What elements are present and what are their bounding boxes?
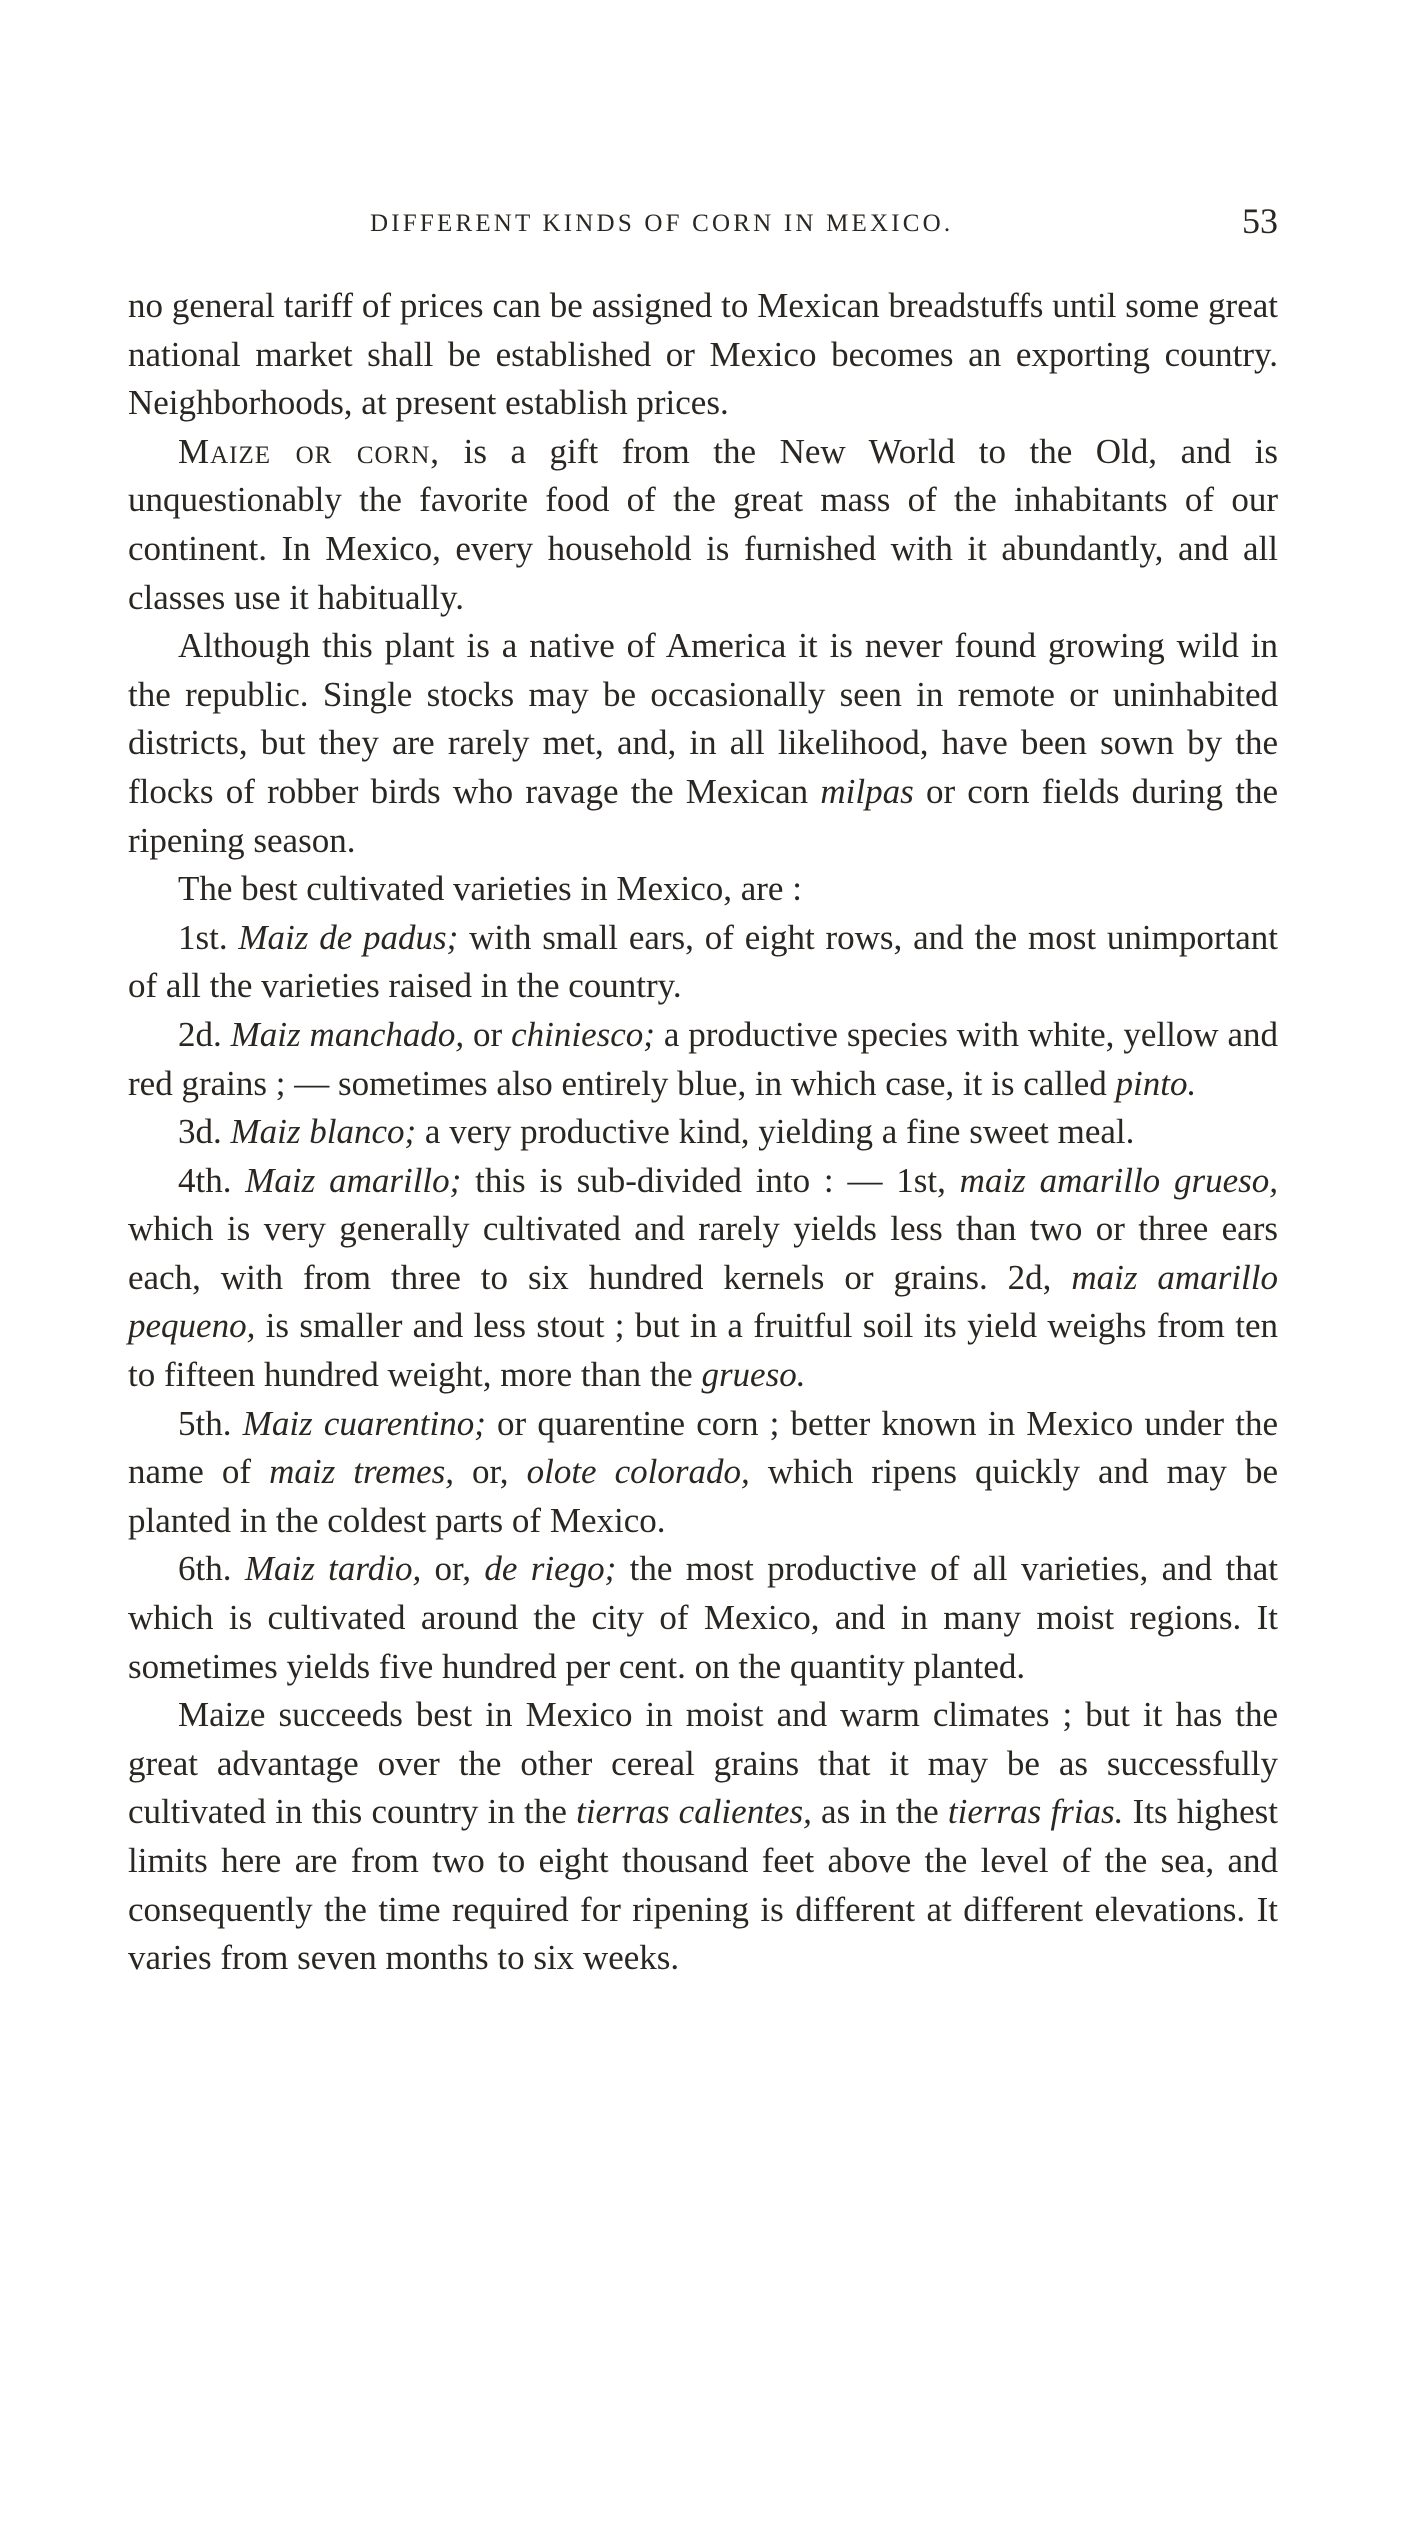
paragraph-text: Its highest limits here are from two to eight thousand feet above the level of the sea, and consequently the time required for ripening is different at different elevations. It varies from seven months to six weeks. <box>128 1792 1279 1978</box>
italic-term: grueso. <box>701 1355 806 1395</box>
italic-term: maiz amarillo pequeno, <box>128 1257 1278 1346</box>
running-head <box>128 200 1278 248</box>
italic-term: Maiz de padus; <box>238 917 459 957</box>
paragraph-text: Although this plant is a native of America it is never found growing wild in the republic. Single stocks may be occasionally seen in remote or uninhabited districts, but they are rarely met, and, in all likelihood, have been sown by the flocks of robber birds who ravage the Mexican <box>128 626 1278 811</box>
paragraph-text: is a gift from the New World to the Old, and is unquestionably the favorite food of the great mass of the inhabitants of our continent. In Mexico, every household is furnished with it abundantly, and all classes use it habitually. <box>128 431 1278 617</box>
variety-item-4 <box>128 1157 1278 1400</box>
paragraph-text: or corn fields during the ripening season. <box>128 771 1278 860</box>
paragraph-text: is smaller and less stout ; but in a fruitful soil its yield weighs from ten to fifteen hundred weight, more than the <box>128 1306 1278 1395</box>
variety-number: 2d. <box>178 1014 231 1054</box>
paragraph-text: with small ears, of eight rows, and the most unimportant of all the varieties raised in the country. <box>128 917 1278 1006</box>
paragraph-text: or quarentine corn ; better known in Mexico under the name of <box>128 1403 1279 1492</box>
paragraph-text: or, <box>454 1452 527 1492</box>
italic-term: maiz tremes, <box>269 1452 454 1492</box>
italic-term: Maiz cuarentino; <box>242 1403 486 1443</box>
italic-term: tierras frias. <box>947 1792 1124 1832</box>
italic-term: Maiz blanco; <box>230 1112 417 1152</box>
variety-number: 6th. <box>178 1549 245 1589</box>
paragraph-maize-intro <box>128 428 1278 622</box>
paragraph-climate <box>128 1691 1278 1983</box>
variety-item-5 <box>128 1400 1278 1546</box>
paragraph-text: this is sub-divided into : — 1st, <box>461 1160 960 1200</box>
italic-term: maiz amarillo grueso, <box>959 1160 1278 1200</box>
paragraph-text: no general tariff of prices can be assigned to Mexican breadstuffs until some great national market shall be established or Mexico becomes an exporting country. Neighborhoods, at present establish prices. <box>128 286 1278 423</box>
paragraph-text: the most productive of all varieties, and that which is cultivated around the city of Mexico, and in many moist regions. It sometimes yields five hundred per cent. on the quantity planted. <box>128 1549 1278 1686</box>
italic-term: de riego; <box>484 1549 617 1589</box>
paragraph-text: which is very generally cultivated and rarely yields less than two or three ears each, with from three to six hundred kernels or grains. 2d, <box>128 1209 1278 1297</box>
paragraph-text: or <box>464 1014 512 1054</box>
variety-number: 5th. <box>178 1403 243 1443</box>
italic-term: Maiz tardio, <box>244 1549 422 1589</box>
variety-item-2 <box>128 1011 1278 1108</box>
page-number: 53 <box>1242 201 1278 241</box>
paragraph-text: Maize succeeds best in Mexico in moist and warm climates ; but it has the great advantage over the other cereal grains that it may be as successfully cultivated in this country in the <box>128 1695 1278 1832</box>
paragraph-native-plant <box>128 622 1278 865</box>
paragraph-text: a very productive kind, yielding a fine sweet meal. <box>416 1112 1135 1152</box>
body-text <box>128 282 1278 1983</box>
italic-term: tierras calientes, <box>576 1792 812 1832</box>
variety-item-1 <box>128 914 1278 1011</box>
variety-number: 1st. <box>178 917 239 957</box>
paragraph-text: as in the <box>811 1792 948 1832</box>
paragraph-varieties-intro <box>128 865 1278 914</box>
variety-number: 3d. <box>178 1112 231 1152</box>
italic-term: Maiz manchado, <box>230 1014 465 1054</box>
paragraph-text: The best cultivated varieties in Mexico, are : <box>178 869 802 909</box>
variety-item-3 <box>128 1108 1278 1157</box>
paragraph-text: which ripens quickly and may be planted in the coldest parts of Mexico. <box>128 1452 1278 1540</box>
variety-item-6 <box>128 1545 1278 1691</box>
italic-term: chiniesco; <box>511 1014 655 1054</box>
paragraph-text: a productive species with white, yellow and red grains ; — sometimes also entirely blue, in which case, it is called <box>128 1014 1279 1103</box>
book-page <box>128 200 1278 1983</box>
italic-term: milpas <box>820 771 914 811</box>
paragraph-lead: Maize or corn, <box>178 431 441 471</box>
italic-term: olote colorado, <box>526 1452 750 1492</box>
italic-term: Maiz amarillo; <box>245 1160 462 1200</box>
italic-term: pinto. <box>1115 1063 1197 1103</box>
paragraph-continuation <box>128 282 1278 428</box>
running-title: DIFFERENT KINDS OF CORN IN MEXICO. <box>370 210 954 237</box>
variety-number: 4th. <box>178 1160 246 1200</box>
paragraph-text: or, <box>421 1549 485 1589</box>
